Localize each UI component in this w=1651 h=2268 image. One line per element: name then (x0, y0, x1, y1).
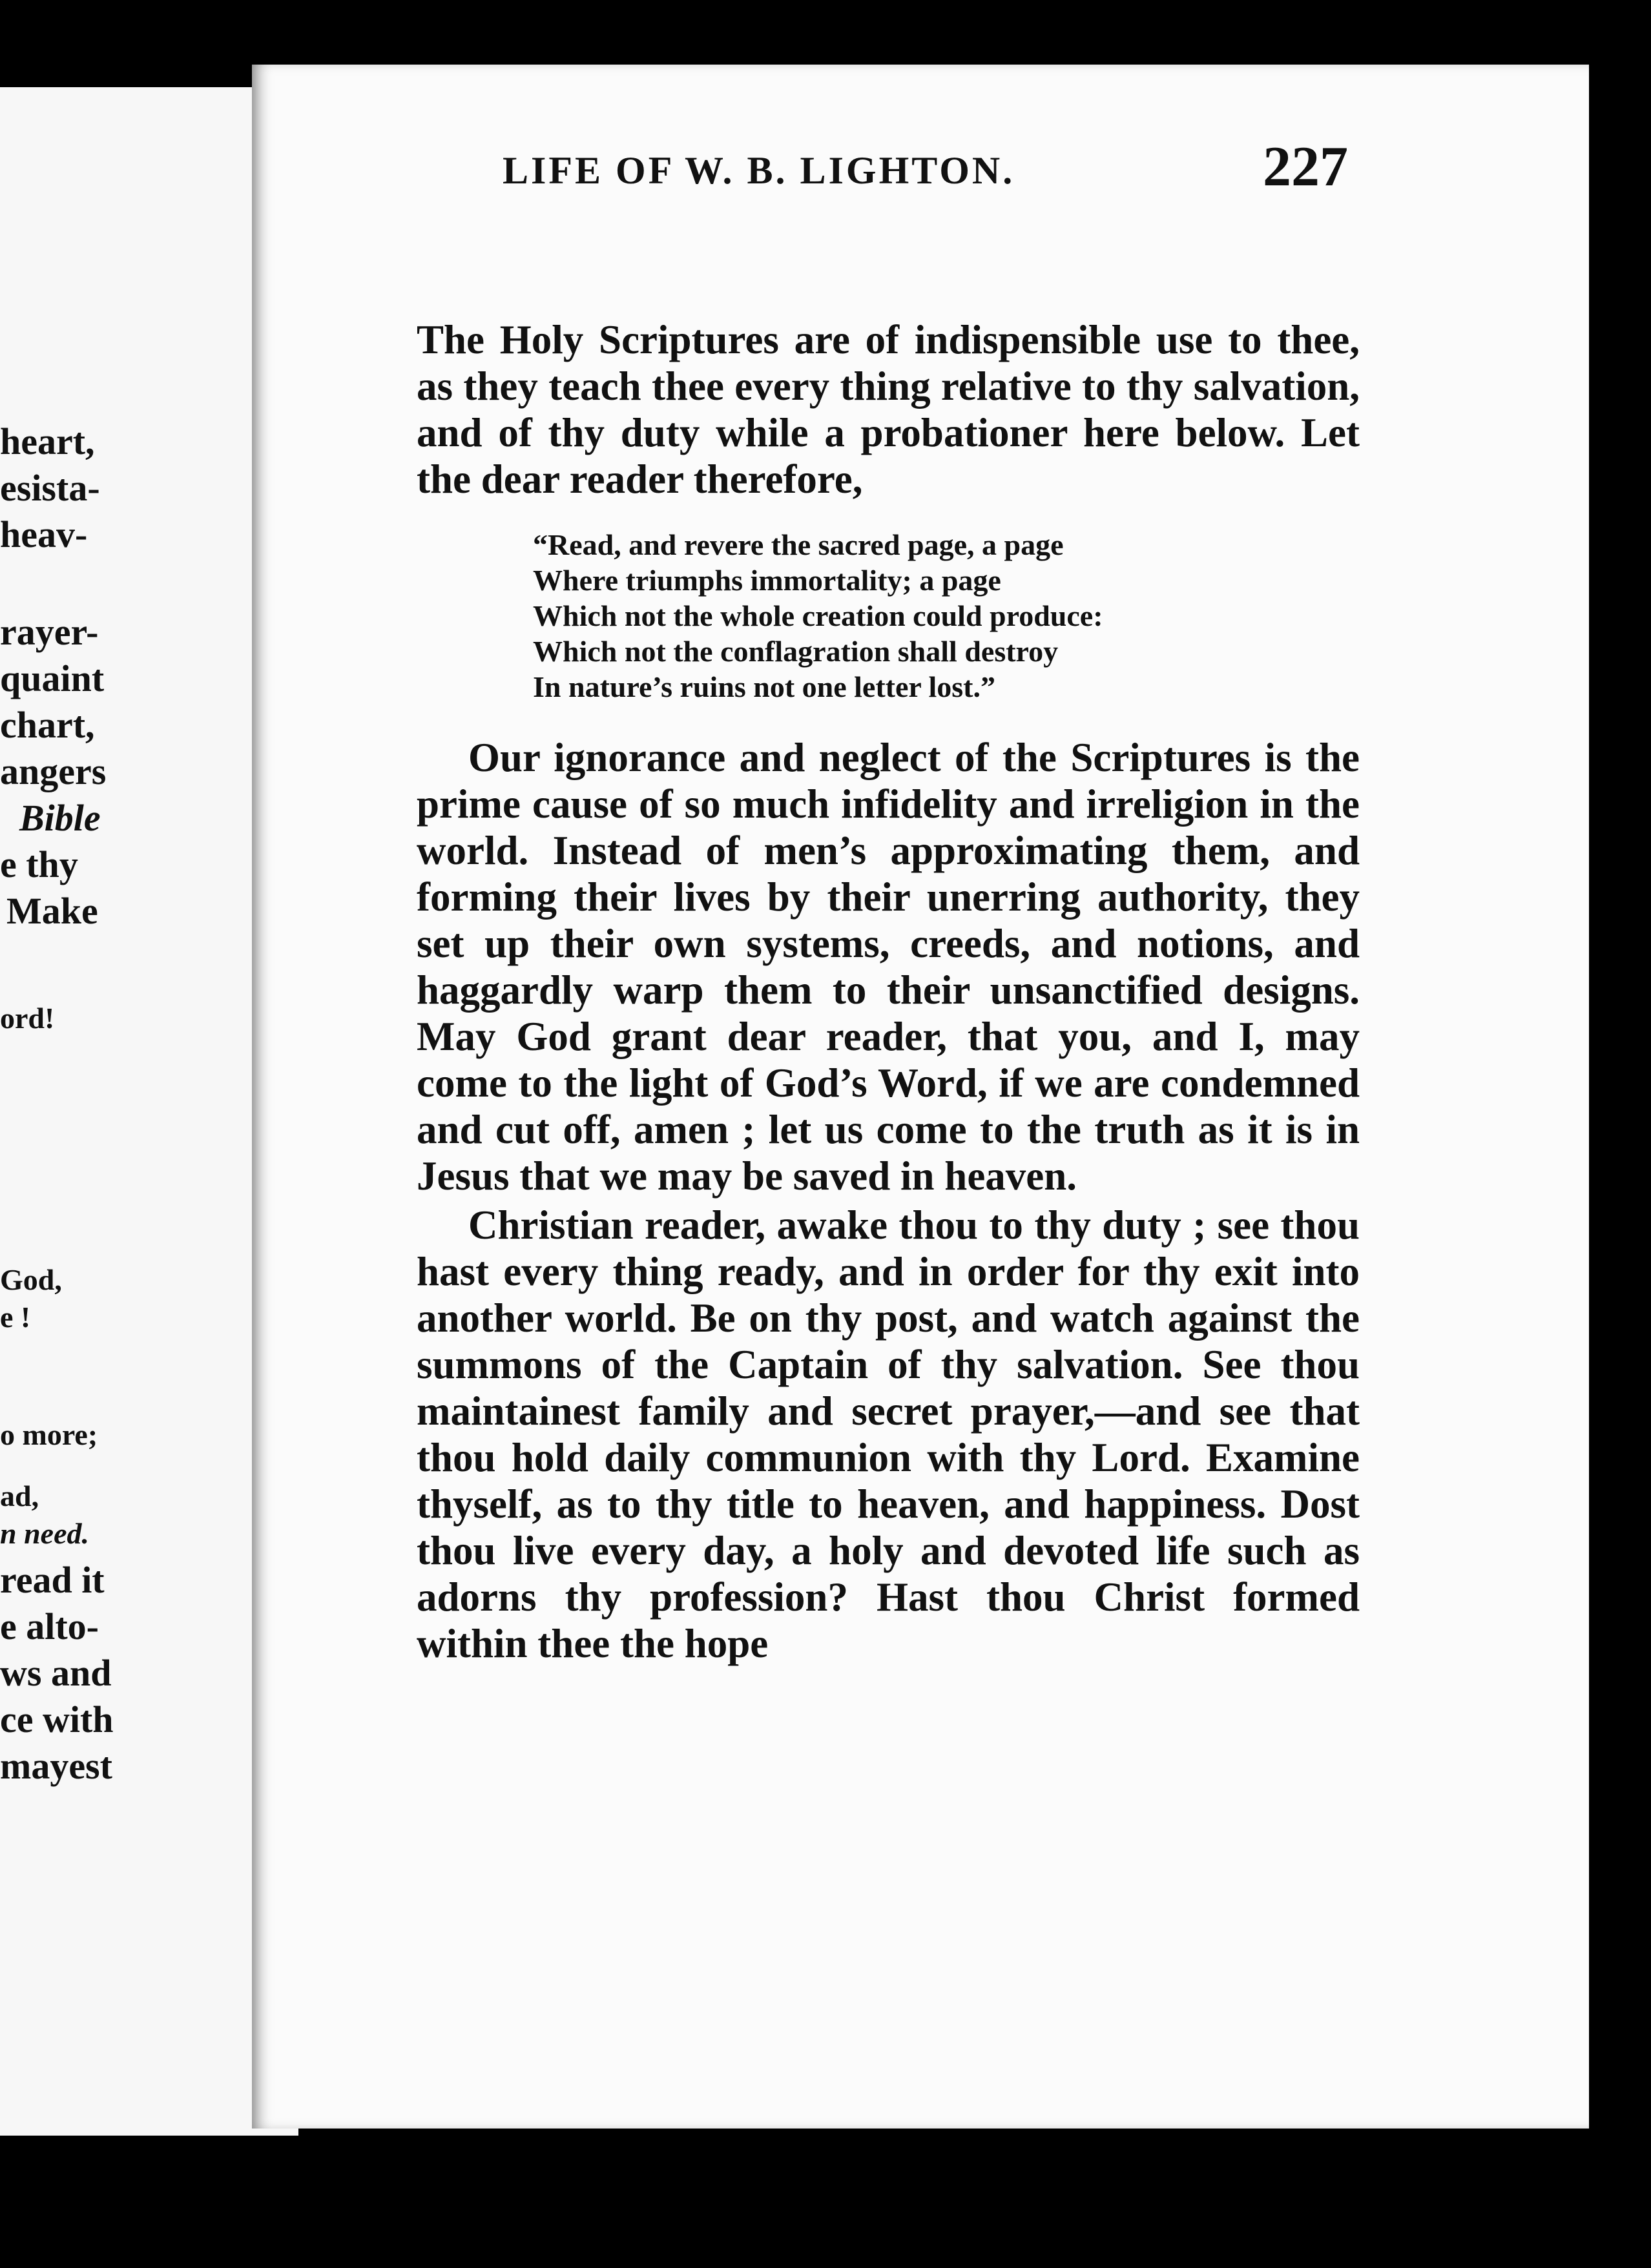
left-page-fragment: read it (0, 1559, 105, 1601)
left-page-fragment: e thy (0, 843, 78, 885)
left-page-fragment: mayest (0, 1745, 112, 1787)
running-head: LIFE OF W. B. LIGHTON. (503, 149, 1015, 192)
block-quote (533, 527, 1360, 705)
left-page-fragment: chart, (0, 704, 95, 746)
page-number: 227 (1263, 136, 1348, 198)
quote-line: Which not the whole creation could produce: (533, 599, 1103, 632)
quote-line: “Read, and revere the sacred page, a page (533, 528, 1064, 561)
left-page-fragment: e alto- (0, 1605, 99, 1647)
left-page-fragment: heart, (0, 420, 95, 462)
left-page-fragment: e ! (0, 1301, 31, 1334)
left-page-fragment: heav- (0, 513, 88, 555)
left-page-fragment: rayer- (0, 611, 99, 653)
left-page-fragment: ws and (0, 1652, 112, 1694)
left-page-fragment: Make (6, 890, 98, 932)
quote-line: In nature’s ruins not one letter lost.” (533, 670, 995, 703)
left-page-fragment: ce with (0, 1698, 114, 1740)
left-page-fragment: Bible (19, 797, 101, 839)
paragraph: The Holy Scriptures are of indispensible use to thee, as they teach thee every thing relative to thy salvation, and of thy duty while a probationer here below. Let the dear reader therefore, (417, 317, 1360, 502)
right-page (252, 65, 1589, 2129)
left-page-fragment: n need. (0, 1517, 89, 1550)
left-page-fragment: quaint (0, 657, 105, 699)
left-page-fragment: esista- (0, 467, 100, 509)
paragraph: Our ignorance and neglect of the Scriptures is the prime cause of so much infidelity and irreligion in the world. Instead of men’s approximating them, and forming their lives by their unerring authority, they set up their own systems, creeds, and notions, and haggardly warp them to their unsanctified designs. May God grant dear reader, that you, and I, may come to the light of God’s Word, if we are condemned and cut off, amen ; let us come to the truth as it is in Jesus that we may be saved in heaven. (417, 735, 1360, 1199)
left-page-fragment: ord! (0, 1002, 55, 1035)
quote-line: Which not the conflagration shall destroy (533, 635, 1059, 668)
left-page-fragment: ad, (0, 1479, 39, 1512)
left-page-fragment: God, (0, 1263, 62, 1296)
left-page-fragment: angers (0, 750, 107, 792)
paragraph: Christian reader, awake thou to thy duty ; see thou hast every thing ready, and in order for thy exit into another world. Be on thy post, and watch against the summons of the Captain of thy salvation. See thou maintainest family and secret prayer,—and see that thou hold daily communion with thy Lord. Examine thyself, as to thy title to heaven, and happiness. Dost thou live every day, a holy and devoted life such as adorns thy profession? Hast thou Christ formed within thee the hope (417, 1202, 1360, 1666)
left-page-fragment: o more; (0, 1418, 98, 1451)
body-text (417, 316, 1360, 1667)
quote-line: Where triumphs immortality; a page (533, 564, 1001, 597)
